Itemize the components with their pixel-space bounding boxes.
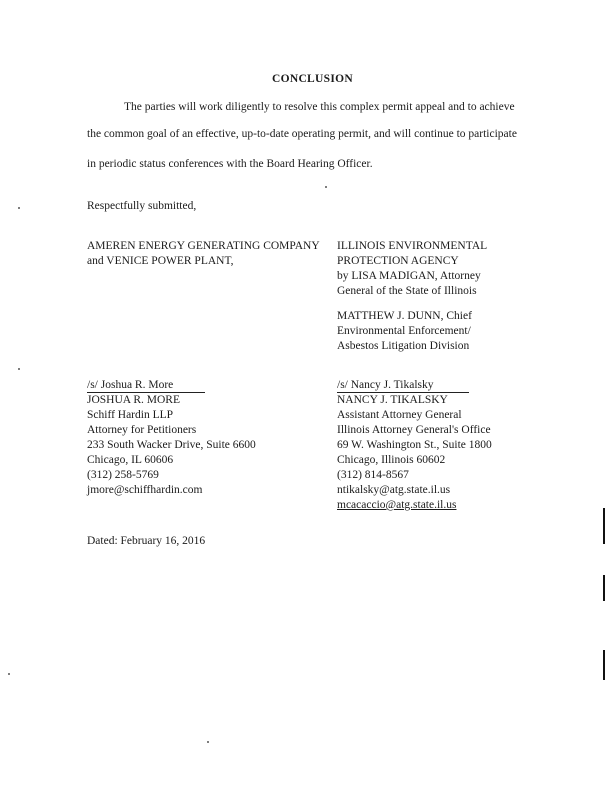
body-line-2: the common goal of an effective, up-to-date operating permit, and will continue to participate bbox=[87, 128, 517, 140]
scan-speck bbox=[207, 741, 209, 743]
right-signer-title: Assistant Attorney General bbox=[337, 409, 462, 421]
left-signer-address-1: 233 South Wacker Drive, Suite 6600 bbox=[87, 439, 256, 451]
right-party-name-line-4: General of the State of Illinois bbox=[337, 285, 477, 297]
left-party-name-line-1: AMEREN ENERGY GENERATING COMPANY bbox=[87, 240, 320, 252]
left-party-name-line-2: and VENICE POWER PLANT, bbox=[87, 255, 234, 267]
left-signer-email: jmore@schiffhardin.com bbox=[87, 484, 203, 496]
scan-edge-mark bbox=[603, 508, 605, 544]
right-party-name-line-3: by LISA MADIGAN, Attorney bbox=[337, 270, 481, 282]
left-signer-name: JOSHUA R. MORE bbox=[87, 394, 180, 406]
scan-edge-mark bbox=[603, 575, 605, 601]
right-signer-email-2: mcacaccio@atg.state.il.us bbox=[337, 499, 457, 511]
left-signature-block bbox=[87, 378, 256, 498]
left-party-block bbox=[87, 239, 320, 269]
scan-edge-mark bbox=[603, 650, 605, 680]
right-signature-line: /s/ Nancy J. Tikalsky bbox=[337, 379, 469, 393]
left-signer-address-2: Chicago, IL 60606 bbox=[87, 454, 174, 466]
scan-speck bbox=[18, 368, 20, 370]
scan-speck bbox=[18, 207, 20, 209]
closing-text: Respectfully submitted, bbox=[87, 200, 197, 212]
right-party-chief-block bbox=[337, 309, 472, 354]
body-line-1: The parties will work diligently to resolve this complex permit appeal and to achieve bbox=[124, 101, 515, 113]
left-signature-line: /s/ Joshua R. More bbox=[87, 379, 205, 393]
chief-line-2: Environmental Enforcement/ bbox=[337, 325, 471, 337]
chief-line-1: MATTHEW J. DUNN, Chief bbox=[337, 310, 472, 322]
right-party-name-line-2: PROTECTION AGENCY bbox=[337, 255, 459, 267]
right-party-name-line-1: ILLINOIS ENVIRONMENTAL bbox=[337, 240, 488, 252]
left-signer-firm: Schiff Hardin LLP bbox=[87, 409, 174, 421]
chief-line-3: Asbestos Litigation Division bbox=[337, 340, 470, 352]
scan-speck bbox=[325, 186, 327, 188]
scan-speck bbox=[8, 673, 10, 675]
right-signer-address-2: Chicago, Illinois 60602 bbox=[337, 454, 446, 466]
right-signer-email-1: ntikalsky@atg.state.il.us bbox=[337, 484, 451, 496]
right-signer-address-1: 69 W. Washington St., Suite 1800 bbox=[337, 439, 492, 451]
right-signer-name: NANCY J. TIKALSKY bbox=[337, 394, 448, 406]
right-signer-phone: (312) 814-8567 bbox=[337, 469, 409, 481]
left-signer-role: Attorney for Petitioners bbox=[87, 424, 197, 436]
dated-line: Dated: February 16, 2016 bbox=[87, 535, 206, 547]
right-party-block bbox=[337, 239, 487, 299]
section-heading: CONCLUSION bbox=[272, 73, 353, 85]
right-signer-office: Illinois Attorney General's Office bbox=[337, 424, 491, 436]
left-signer-phone: (312) 258-5769 bbox=[87, 469, 159, 481]
right-signature-block bbox=[337, 378, 492, 513]
body-line-3: in periodic status conferences with the Board Hearing Officer. bbox=[87, 158, 373, 170]
